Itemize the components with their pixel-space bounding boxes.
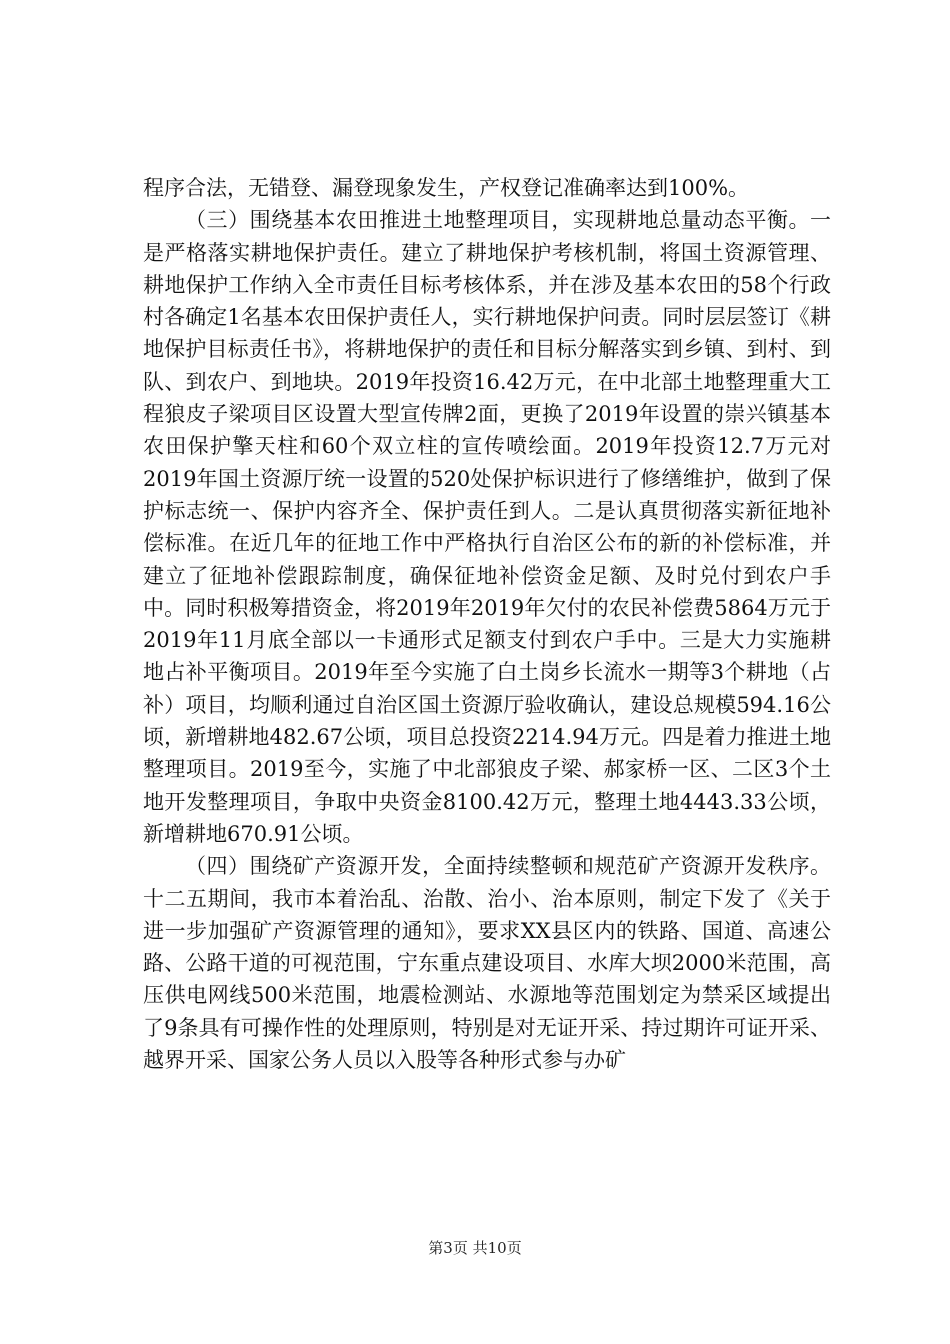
page-number-footer: 第3页 共10页 <box>428 1239 522 1257</box>
paragraph-section-four: （四）围绕矿产资源开发，全面持续整顿和规范矿产资源开发秩序。十二五期间，我市本着治乱、治散、治小、治本原则，制定下发了《关于进一步加强矿产资源管理的通知》，要求XX县区内的铁路、国道、高速公路、公路干道的可视范围，宁东重点建设项目、水库大坝2000米范围，高压供电网线500米范围，地震检测站、水源地等范围划定为禁采区域提出了9条具有可操作性的处理原则，特别是对无证开采、持过期许可证开采、越界开采、国家公务人员以入股等各种形式参与办矿 <box>143 854 831 1073</box>
document-body <box>143 172 831 1076</box>
paragraph-section-three: （三）围绕基本农田推进土地整理项目，实现耕地总量动态平衡。一是严格落实耕地保护责任。建立了耕地保护考核机制，将国土资源管理、耕地保护工作纳入全市责任目标考核体系，并在涉及基本农田的58个行政村各确定1名基本农田保护责任人，实行耕地保护问责。同时层层签订《耕地保护目标责任书》，将耕地保护的责任和目标分解落实到乡镇、到村、到队、到农户、到地块。2019年投资16.42万元，在中北部土地整理重大工程狼皮子梁项目区设置大型宣传牌2面，更换了2019年设置的崇兴镇基本农田保护擎天柱和60个双立柱的宣传喷绘面。2019年投资12.7万元对2019年国土资源厅统一设置的520处保护标识进行了修缮维护，做到了保护标志统一、保护内容齐全、保护责任到人。二是认真贯彻落实新征地补偿标准。在近几年的征地工作中严格执行自治区公布的新的补偿标准，并建立了征地补偿跟踪制度，确保征地补偿资金足额、及时兑付到农户手中。同时积极筹措资金，将2019年2019年欠付的农民补偿费5864万元于2019年11月底全部以一卡通形式足额支付到农户手中。三是大力实施耕地占补平衡项目。2019年至今实施了白土岗乡长流水一期等3个耕地（占补）项目，均顺利通过自治区国土资源厅验收确认，建设总规模594.16公顷，新增耕地482.67公顷，项目总投资2214.94万元。四是着力推进土地整理项目。2019至今，实施了中北部狼皮子梁、郝家桥一区、二区3个土地开发整理项目，争取中央资金8100.42万元，整理土地4443.33公顷，新增耕地670.91公顷。 <box>143 208 831 846</box>
paragraph-continuation: 程序合法，无错登、漏登现象发生，产权登记准确率达到100%。 <box>143 176 750 200</box>
